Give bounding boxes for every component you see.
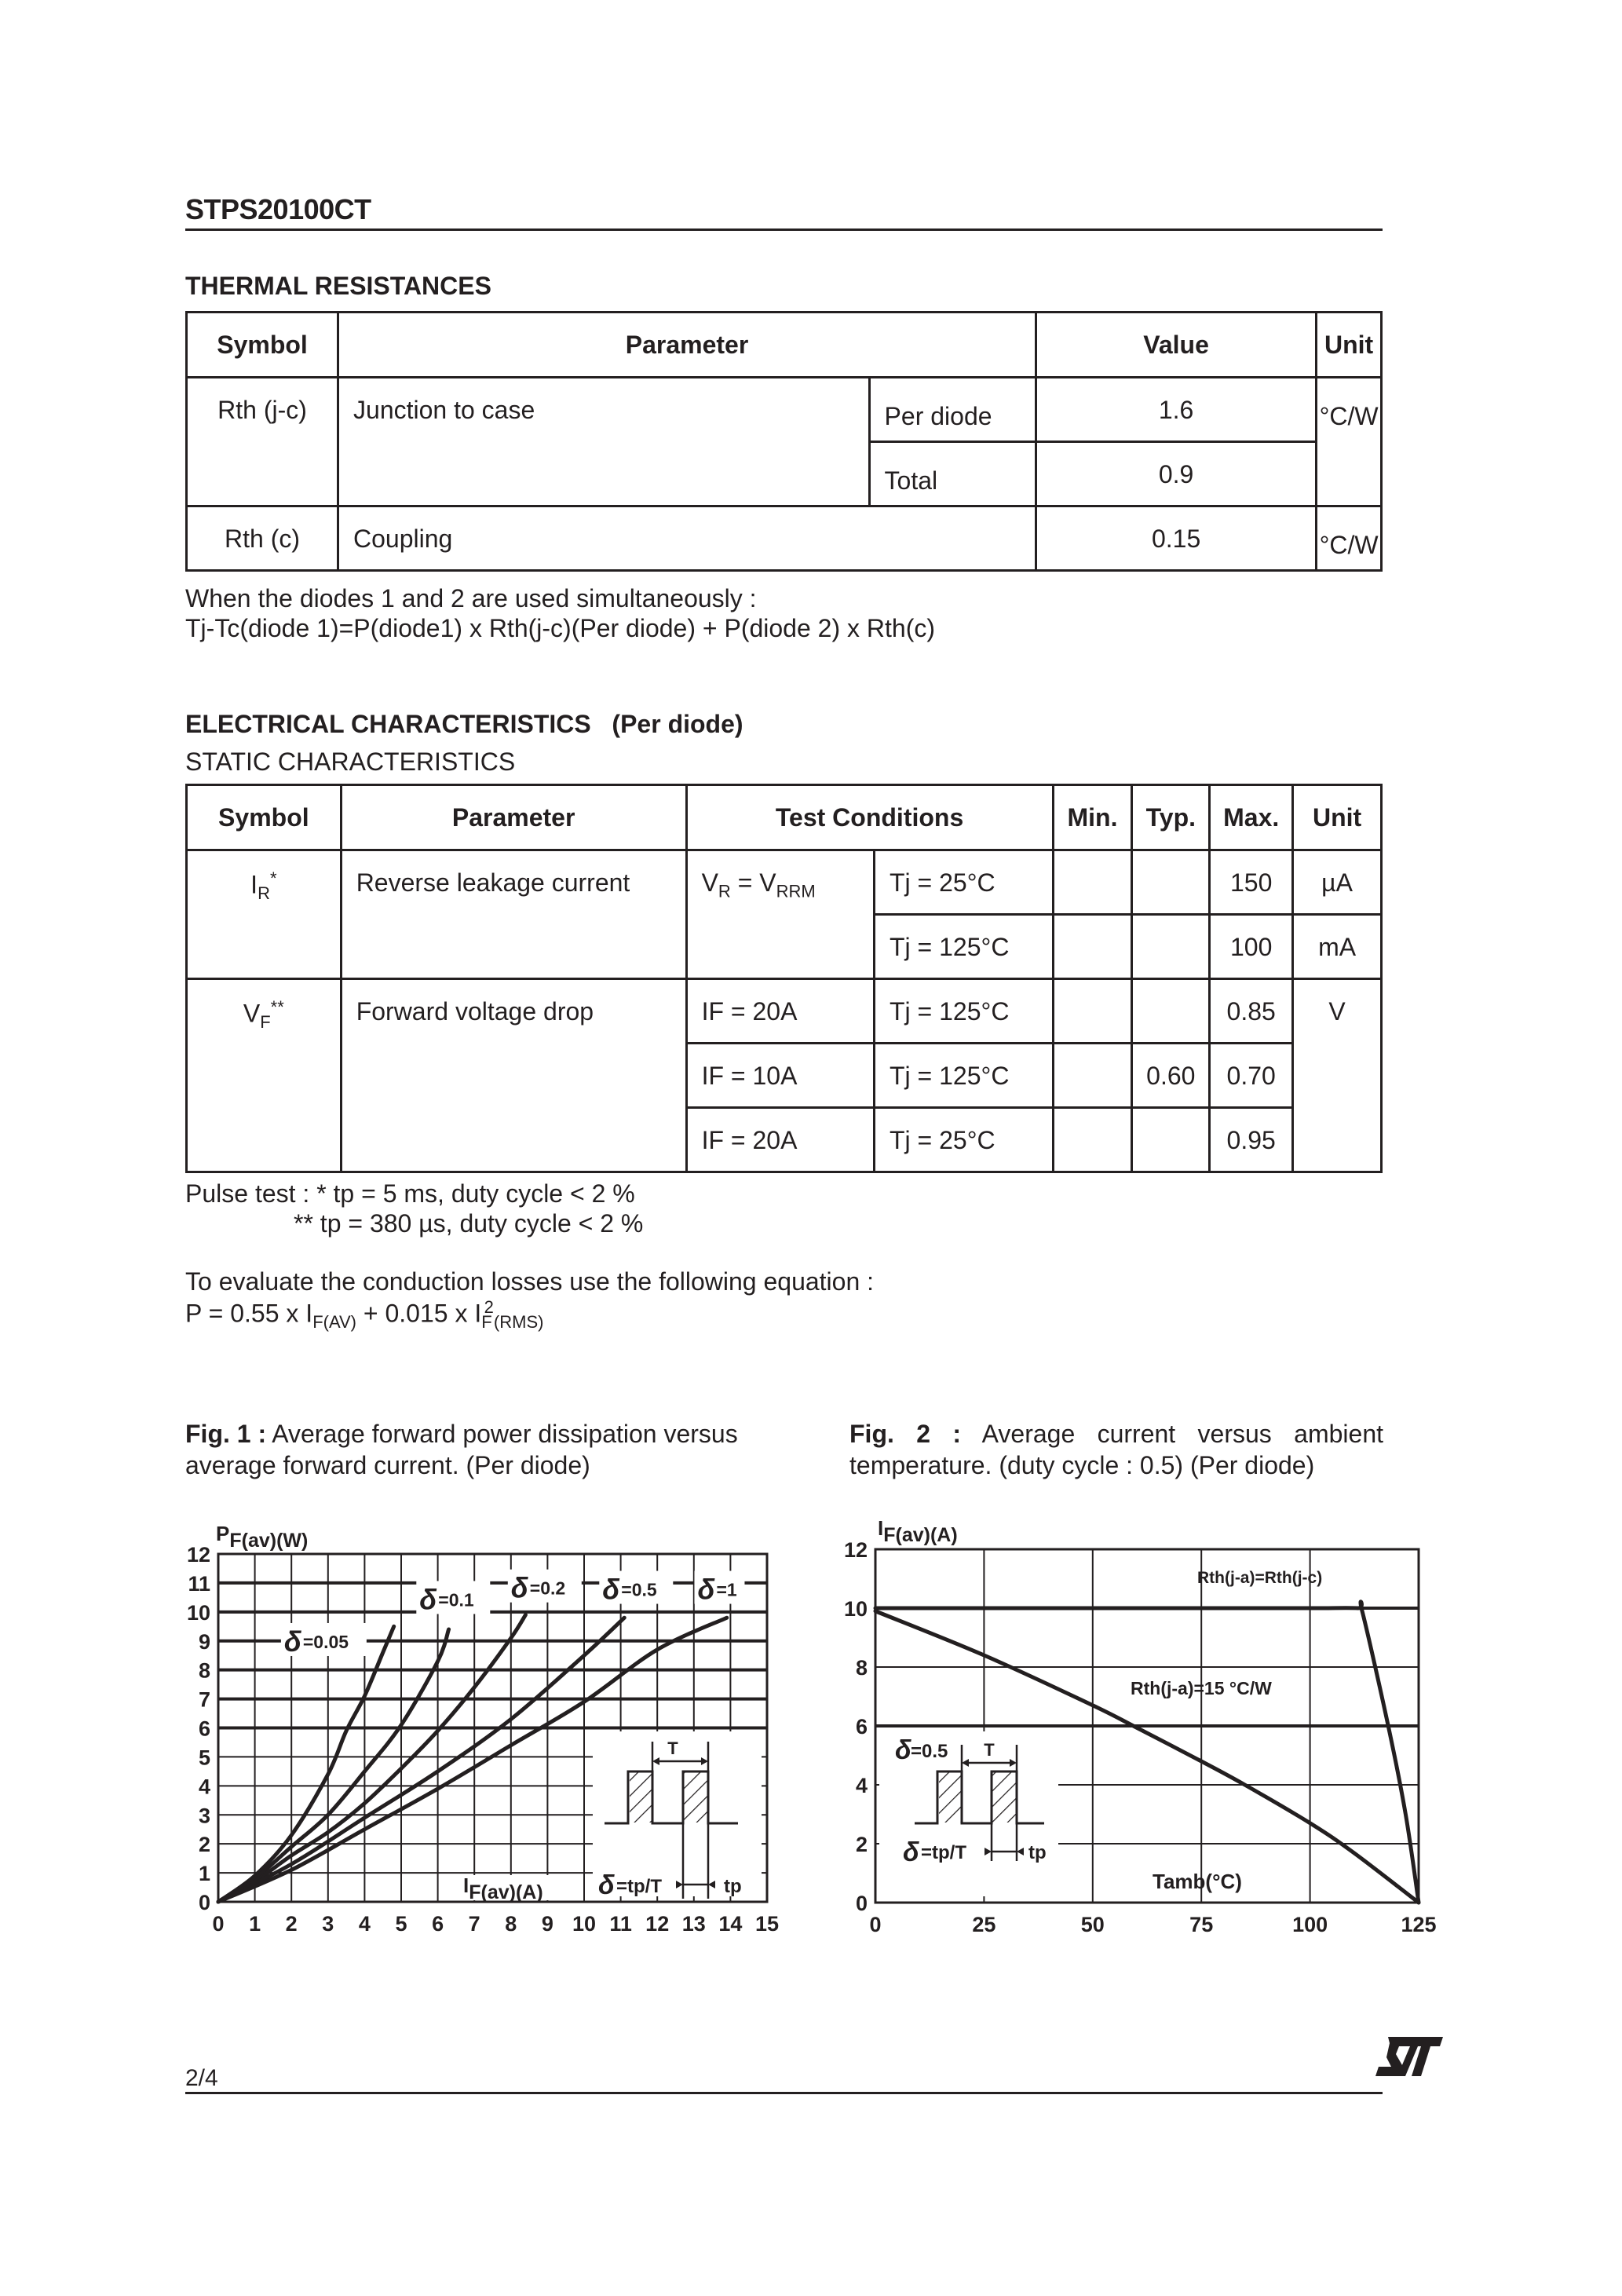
thermal-note-2: Tj-Tc(diode 1)=P(diode1) x Rth(j-c)(Per diode) + P(diode 2) x Rth(c) bbox=[185, 614, 935, 642]
header-rule bbox=[185, 229, 1383, 231]
max-cell: 100 bbox=[1210, 915, 1293, 979]
conduction-loss-equation: P = 0.55 x $I_{F(AV)} + 0.015$ x $I_F^2_{(RMS)}$ bbox=[185, 1297, 544, 1333]
svg-text:0: 0 bbox=[855, 1892, 868, 1915]
electrical-table bbox=[185, 784, 1383, 1173]
svg-text:15: 15 bbox=[754, 1912, 780, 1936]
vf-symbol-cell: $V_F^{**}$ bbox=[187, 979, 342, 1172]
svg-text:100: 100 bbox=[1292, 1913, 1328, 1936]
max-cell: 0.70 bbox=[1210, 1044, 1293, 1108]
if-cell: IF = 20A bbox=[686, 979, 874, 1044]
svg-text:δ: δ bbox=[602, 1573, 620, 1606]
pulse-test-note-1: Pulse test : * tp = 5 ms, duty cycle < 2 % bbox=[185, 1179, 635, 1208]
fig2-chart bbox=[824, 1515, 1476, 1963]
table-row bbox=[187, 850, 1382, 915]
sub-parameter-cell: Per diode bbox=[869, 378, 1036, 442]
svg-text:8: 8 bbox=[198, 1658, 210, 1683]
min-cell bbox=[1053, 1108, 1132, 1172]
electrical-section-title bbox=[185, 710, 743, 739]
svg-text:=0.1: =0.1 bbox=[438, 1589, 474, 1610]
parameter-cell: Junction to case bbox=[338, 378, 870, 506]
svg-text:2: 2 bbox=[285, 1912, 298, 1936]
max-cell: 0.95 bbox=[1210, 1108, 1293, 1172]
svg-text:δ: δ bbox=[283, 1625, 301, 1658]
typ-cell bbox=[1132, 850, 1210, 915]
svg-text:0: 0 bbox=[198, 1891, 210, 1914]
svg-text:6: 6 bbox=[198, 1717, 210, 1741]
svg-text:3: 3 bbox=[322, 1912, 334, 1936]
svg-text:12: 12 bbox=[645, 1912, 670, 1936]
unit-cell: °C/W bbox=[1317, 378, 1382, 506]
col-typ: Typ. bbox=[1132, 785, 1210, 850]
col-symbol: Symbol bbox=[187, 313, 338, 378]
svg-text:0: 0 bbox=[869, 1913, 882, 1936]
ir-condition-cell: $V_R = V_{RRM}$ bbox=[686, 850, 874, 979]
svg-text:10: 10 bbox=[843, 1597, 868, 1621]
static-characteristics-subtitle: STATIC CHARACTERISTICS bbox=[185, 748, 516, 776]
unit-cell: µA bbox=[1293, 850, 1382, 915]
typ-cell bbox=[1132, 915, 1210, 979]
svg-text:PF(av)(W): PF(av)(W) bbox=[216, 1522, 309, 1552]
col-unit: Unit bbox=[1293, 785, 1382, 850]
svg-text:=0.5: =0.5 bbox=[621, 1579, 657, 1600]
col-symbol: Symbol bbox=[187, 785, 342, 850]
svg-text:7: 7 bbox=[198, 1687, 210, 1712]
electrical-title-suffix: (Per diode) bbox=[612, 710, 743, 738]
vf-unit-cell: V bbox=[1293, 979, 1382, 1172]
svg-text:T: T bbox=[667, 1738, 678, 1758]
svg-text:14: 14 bbox=[718, 1912, 743, 1936]
svg-text:=tp/T: =tp/T bbox=[921, 1842, 966, 1863]
typ-cell: 0.60 bbox=[1132, 1044, 1210, 1108]
svg-text:6: 6 bbox=[855, 1715, 868, 1738]
svg-text:tp: tp bbox=[1028, 1842, 1047, 1863]
tj-cell: Tj = 125°C bbox=[875, 1044, 1054, 1108]
value-cell: 1.6 bbox=[1036, 378, 1317, 442]
svg-text:8: 8 bbox=[505, 1912, 517, 1936]
symbol-cell: Rth (c) bbox=[187, 506, 338, 571]
svg-text:2: 2 bbox=[855, 1833, 868, 1856]
col-max: Max. bbox=[1210, 785, 1293, 850]
value-cell: 0.15 bbox=[1036, 506, 1317, 571]
svg-text:4: 4 bbox=[358, 1912, 371, 1936]
svg-text:=1: =1 bbox=[716, 1579, 737, 1600]
unit-cell: mA bbox=[1293, 915, 1382, 979]
svg-text:4: 4 bbox=[198, 1775, 210, 1799]
ir-parameter-cell: Reverse leakage current bbox=[341, 850, 686, 979]
if-cell: IF = 10A bbox=[686, 1044, 874, 1108]
svg-text:9: 9 bbox=[198, 1629, 210, 1654]
svg-text:9: 9 bbox=[541, 1912, 553, 1936]
svg-text:3: 3 bbox=[198, 1804, 210, 1828]
svg-text:δ: δ bbox=[895, 1735, 911, 1765]
table-row bbox=[187, 506, 1382, 571]
svg-text:50: 50 bbox=[1080, 1913, 1105, 1936]
tj-cell: Tj = 25°C bbox=[875, 850, 1054, 915]
vf-parameter-cell: Forward voltage drop bbox=[341, 979, 686, 1172]
svg-text:δ: δ bbox=[419, 1583, 437, 1616]
svg-text:10: 10 bbox=[572, 1912, 597, 1936]
svg-text:Tamb(°C): Tamb(°C) bbox=[1153, 1870, 1242, 1893]
svg-text:75: 75 bbox=[1189, 1913, 1214, 1936]
min-cell bbox=[1053, 915, 1132, 979]
symbol-cell: Rth (j-c) bbox=[187, 378, 338, 506]
svg-text:=0.2: =0.2 bbox=[529, 1578, 566, 1599]
tj-cell: Tj = 125°C bbox=[875, 979, 1054, 1044]
curve-label-rth-jc: Rth(j-a)=Rth(j-c) bbox=[1197, 1569, 1323, 1587]
col-min: Min. bbox=[1053, 785, 1132, 850]
parameter-cell: Coupling bbox=[338, 506, 1036, 571]
svg-text:10: 10 bbox=[186, 1600, 210, 1625]
curve-label-rth-15: Rth(j-a)=15 °C/W bbox=[1131, 1678, 1272, 1698]
fig2-caption: Fig. 2 : Average current versus ambient temperature. (duty cycle : 0.5) (Per diode) bbox=[849, 1420, 1384, 1479]
tj-cell: Tj = 125°C bbox=[875, 915, 1054, 979]
page-number: 2/4 bbox=[185, 2065, 218, 2091]
max-cell: 0.85 bbox=[1210, 979, 1293, 1044]
sub-parameter-cell: Total bbox=[869, 442, 1036, 506]
col-value: Value bbox=[1036, 313, 1317, 378]
svg-text:11: 11 bbox=[609, 1912, 632, 1936]
svg-text:=0.05: =0.05 bbox=[302, 1631, 349, 1652]
thermal-note-1: When the diodes 1 and 2 are used simultaneously : bbox=[185, 584, 757, 612]
value-cell: 0.9 bbox=[1036, 442, 1317, 506]
equation-intro: To evaluate the conduction losses use the following equation : bbox=[185, 1267, 875, 1296]
svg-text:IF(av)(A): IF(av)(A) bbox=[463, 1874, 543, 1903]
svg-text:1: 1 bbox=[198, 1862, 210, 1886]
svg-text:7: 7 bbox=[468, 1912, 480, 1936]
svg-text:IF(av)(A): IF(av)(A) bbox=[878, 1516, 958, 1546]
col-test-conditions: Test Conditions bbox=[686, 785, 1053, 850]
svg-text:1: 1 bbox=[249, 1912, 261, 1936]
tj-cell: Tj = 25°C bbox=[875, 1108, 1054, 1172]
svg-text:8: 8 bbox=[855, 1656, 868, 1680]
thermal-header-row bbox=[187, 313, 1382, 378]
electrical-title: ELECTRICAL CHARACTERISTICS bbox=[185, 710, 591, 738]
min-cell bbox=[1053, 850, 1132, 915]
typ-cell bbox=[1132, 979, 1210, 1044]
svg-text:=tp/T: =tp/T bbox=[616, 1876, 662, 1897]
fig2-pulse-inset-icon bbox=[879, 1731, 1058, 1896]
ir-symbol-cell: $I_R^*$ bbox=[187, 850, 342, 979]
col-unit: Unit bbox=[1317, 313, 1382, 378]
svg-text:T: T bbox=[984, 1740, 995, 1760]
svg-text:13: 13 bbox=[681, 1912, 706, 1936]
svg-text:12: 12 bbox=[843, 1538, 868, 1562]
svg-text:tp: tp bbox=[724, 1876, 742, 1897]
svg-text:5: 5 bbox=[395, 1912, 407, 1936]
col-parameter: Parameter bbox=[341, 785, 686, 850]
if-cell: IF = 20A bbox=[686, 1108, 874, 1172]
svg-text:4: 4 bbox=[855, 1774, 868, 1797]
svg-text:5: 5 bbox=[198, 1746, 210, 1770]
unit-cell: °C/W bbox=[1317, 506, 1382, 571]
min-cell bbox=[1053, 1044, 1132, 1108]
thermal-section-title: THERMAL RESISTANCES bbox=[185, 272, 491, 300]
typ-cell bbox=[1132, 1108, 1210, 1172]
col-parameter: Parameter bbox=[338, 313, 1036, 378]
table-row bbox=[187, 979, 1382, 1044]
footer-rule bbox=[185, 2092, 1383, 2094]
svg-text:=0.5: =0.5 bbox=[911, 1741, 948, 1762]
table-row bbox=[187, 378, 1382, 442]
svg-text:δ: δ bbox=[697, 1573, 715, 1606]
curve-δ=0.2 bbox=[218, 1615, 525, 1902]
svg-text:6: 6 bbox=[432, 1912, 444, 1936]
fig1-chart bbox=[157, 1515, 809, 1963]
pulse-test-note-2: ** tp = 380 µs, duty cycle < 2 % bbox=[294, 1209, 644, 1238]
min-cell bbox=[1053, 979, 1132, 1044]
svg-text:2: 2 bbox=[198, 1833, 210, 1857]
svg-text:125: 125 bbox=[1401, 1913, 1437, 1936]
part-number-title: STPS20100CT bbox=[185, 193, 371, 225]
svg-text:δ: δ bbox=[903, 1837, 919, 1867]
svg-text:11: 11 bbox=[188, 1571, 210, 1596]
electrical-header-row bbox=[187, 785, 1382, 850]
svg-text:12: 12 bbox=[186, 1543, 210, 1567]
st-logo-icon bbox=[1374, 2035, 1452, 2082]
max-cell: 150 bbox=[1210, 850, 1293, 915]
fig1-caption: Fig. 1 : Average forward power dissipation versus average forward current. (Per diode) bbox=[185, 1420, 738, 1479]
svg-text:25: 25 bbox=[972, 1913, 996, 1936]
svg-text:δ: δ bbox=[510, 1571, 528, 1604]
svg-text:0: 0 bbox=[212, 1912, 225, 1936]
fig1-pulse-inset-icon bbox=[593, 1731, 762, 1900]
svg-text:δ: δ bbox=[598, 1870, 615, 1900]
thermal-table bbox=[185, 311, 1383, 572]
